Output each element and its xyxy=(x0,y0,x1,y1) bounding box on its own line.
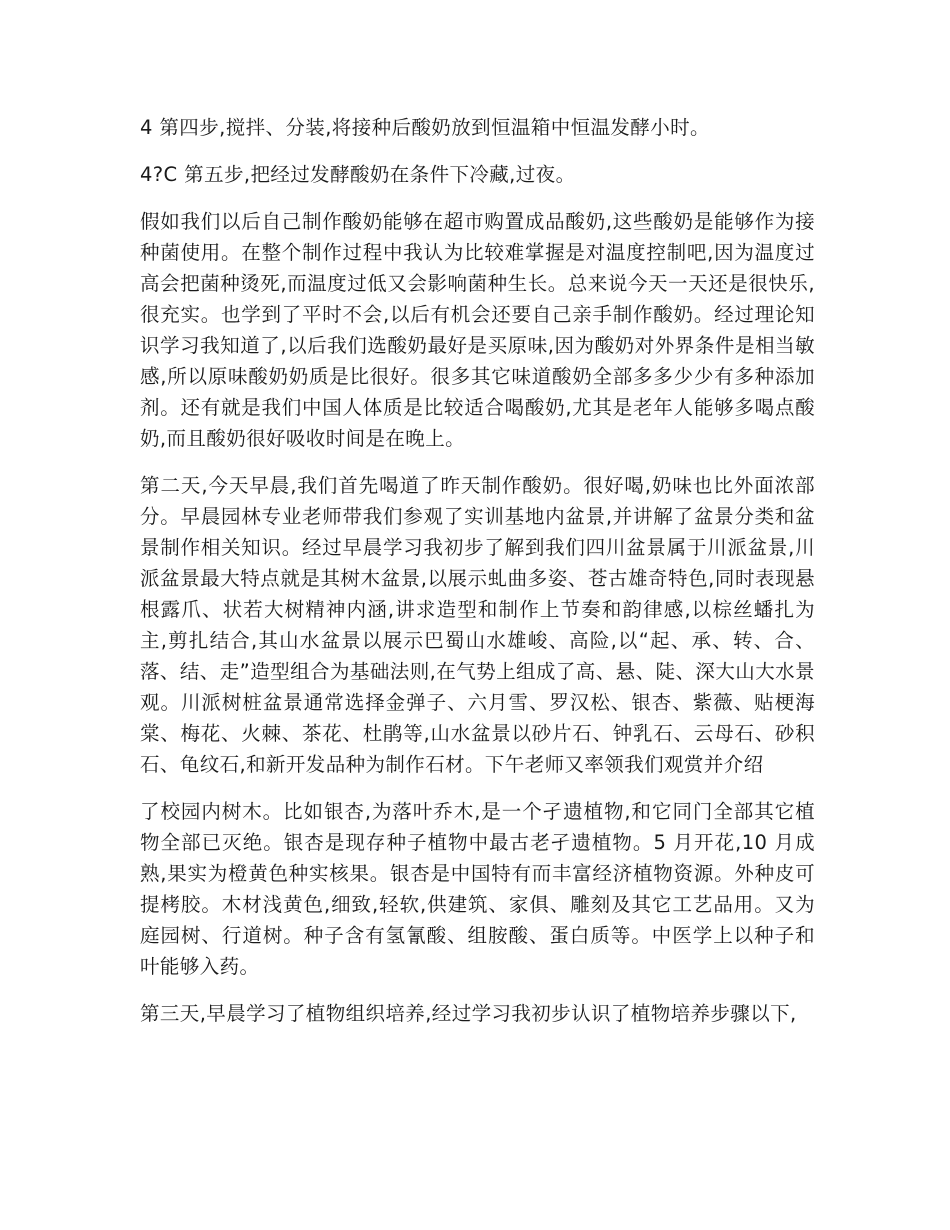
paragraph-day-two-bonsai: 第二天,今天早晨,我们首先喝道了昨天制作酸奶。很好喝,奶味也比外面浓部分。早晨园林专业老师带我们参观了实训基地内盆景,并讲解了盆景分类和盆景制作相关知识。经过早晨学习我初步了解到我们四川盆景属于川派盆景,川派盆景最大特点就是其树木盆景,以展示虬曲多姿、苍古雄奇特色,同时表现悬根露爪、状若大树精神内涵,讲求造型和制作上节奏和韵律感,以棕丝蟠扎为主,剪扎结合,其山水盆景以展示巴蜀山水雄峻、高险,以“起、承、转、合、落、结、走”造型组合为基础法则,在气势上组成了高、悬、陡、深大山大水景观。川派树桩盆景通常选择金弹子、六月雪、罗汉松、银杏、紫薇、贴梗海棠、梅花、火棘、茶花、杜鹃等,山水盆景以砂片石、钟乳石、云母石、砂积石、龟纹石,和新开发品种为制作石材。下午老师又率领我们观赏并介绍 xyxy=(140,474,815,776)
paragraph-yogurt-reflection: 假如我们以后自己制作酸奶能够在超市购置成品酸奶,这些酸奶是能够作为接种菌使用。在整个制作过程中我认为比较难掌握是对温度控制吧,因为温度过高会把菌种烫死,而温度过低又会影响菌种生长。总来说今天一天还是很快乐,很充实。也学到了平时不会,以后有机会还要自己亲手制作酸奶。经过理论知识学习我知道了,以后我们选酸奶最好是买原味,因为酸奶对外界条件是相当敏感,所以原味酸奶奶质是比很好。很多其它味道酸奶全部多多少少有多种添加剂。还有就是我们中国人体质是比较适合喝酸奶,尤其是老年人能够多喝点酸奶,而且酸奶很好吸收时间是在晚上。 xyxy=(140,210,815,450)
paragraph-step-five: 4?C 第五步,把经过发酵酸奶在条件下冷藏,过夜。 xyxy=(140,163,576,186)
paragraph-step-four: 4 第四步,搅拌、分装,将接种后酸奶放到恒温箱中恒温发酵小时。 xyxy=(140,116,710,139)
paragraph-ginkgo: 了校园内树木。比如银杏,为落叶乔木,是一个孑遗植物,和它同门全部其它植物全部已灭绝。银杏是现存种子植物中最古老孑遗植物。5 月开花,10 月成熟,果实为橙黄色种实核果。银杏是中国特有而丰富经济植物资源。外种皮可提栲胶。木材浅黄色,细致,轻软,供建筑、家俱、雕刻及其它工艺品用。又为庭园树、行道树。种子含有氢氰酸、组胺酸、蛋白质等。中医学上以种子和叶能够入药。 xyxy=(140,800,815,978)
paragraph-day-three: 第三天,早晨学习了植物组织培养,经过学习我初步认识了植物培养步骤以下, xyxy=(140,1002,797,1025)
document-body xyxy=(140,112,815,1045)
